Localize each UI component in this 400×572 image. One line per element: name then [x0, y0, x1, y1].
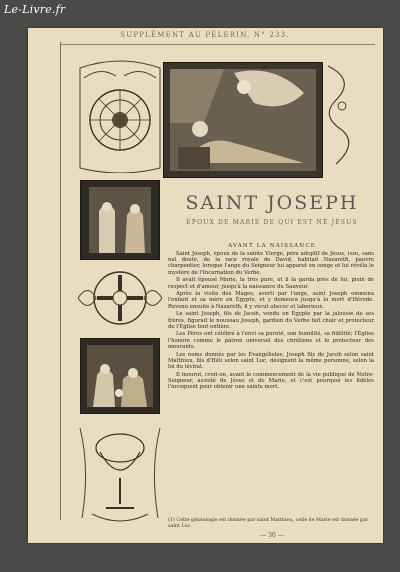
paragraph: Les Pères ont célébré à l'envi sa pureté, son humilité, sa fidélité; l'Église l'honore comme le patron universel des chrétiens et le protecteur des mourants. [168, 331, 374, 350]
section-heading: AVANT LA NAISSANCE [228, 243, 316, 249]
article-subtitle: ÉPOUX DE MARIE DE QUI EST NÉ JÉSUS [186, 219, 358, 226]
paragraph: Saint Joseph, époux de la sainte Vierge, père adoptif de Jésus, issu, sans nul doute, de la race royale de David, habitait Nazareth, pauvre charpentier, lorsque l'ange du Seigneur lui apparut en songe et lui révéla le mystère de l'Incarnation du Verbe. [168, 251, 374, 276]
footnote: (1) Cette généalogie est donnée par saint Matthieu, celle de Marie est donnée par saint Luc. [168, 518, 369, 529]
paragraph: Les noms donnés par les Évangélistes, Joseph fils de Jacob selon saint Matthieu, fils d'Héli selon saint Luc, désignent la même personne, selon la loi du lévirat. [168, 351, 374, 370]
page-header: SUPPLÉMENT AU PÈLERIN, N° 233. [120, 31, 290, 39]
chalice-ornament [70, 418, 170, 528]
watermark: Le-Livre.fr [4, 3, 66, 16]
paragraph: Après la visite des Mages, averti par l'ange, saint Joseph emmena l'enfant et sa mère en Égypte, et y demeura jusqu'à la mort d'Hérode. Revenu ensuite à Nazareth, il y vécut obscur et laborieux. [168, 291, 374, 310]
article-title: SAINT JOSEPH [185, 192, 359, 214]
article-body [168, 251, 374, 517]
margin-rule [60, 42, 61, 520]
rosette-ornament [70, 58, 170, 173]
cross-medallion-ornament [70, 263, 170, 333]
vignette-holy-family [80, 338, 160, 414]
paragraph: Le saint Joseph, fils de Jacob, vendu en Égypte par la jalousie de ses frères, figurait le nouveau Joseph, gardien du Verbe fait chair et protecteur de l'Église tout entière. [168, 311, 374, 330]
engraving-dream-of-joseph [163, 62, 323, 178]
header-rule [60, 44, 375, 45]
page-number: — 30 — [260, 532, 284, 539]
vignette-annunciation [80, 180, 160, 260]
paragraph: Il avait épousé Marie, la très pure, et il la garda près de lui, plein de respect et d'amour, jusqu'à la naissance du Sauveur. [168, 277, 374, 290]
scroll-flourish [322, 60, 362, 172]
paragraph: Il mourut, croit-on, avant le commencement de la vie publique de Notre-Seigneur, assisté de Jésus et de Marie, et c'est pourquoi les fidèles l'invoquent pour obtenir une sainte mort. [168, 371, 374, 391]
ornament-column [70, 58, 170, 528]
